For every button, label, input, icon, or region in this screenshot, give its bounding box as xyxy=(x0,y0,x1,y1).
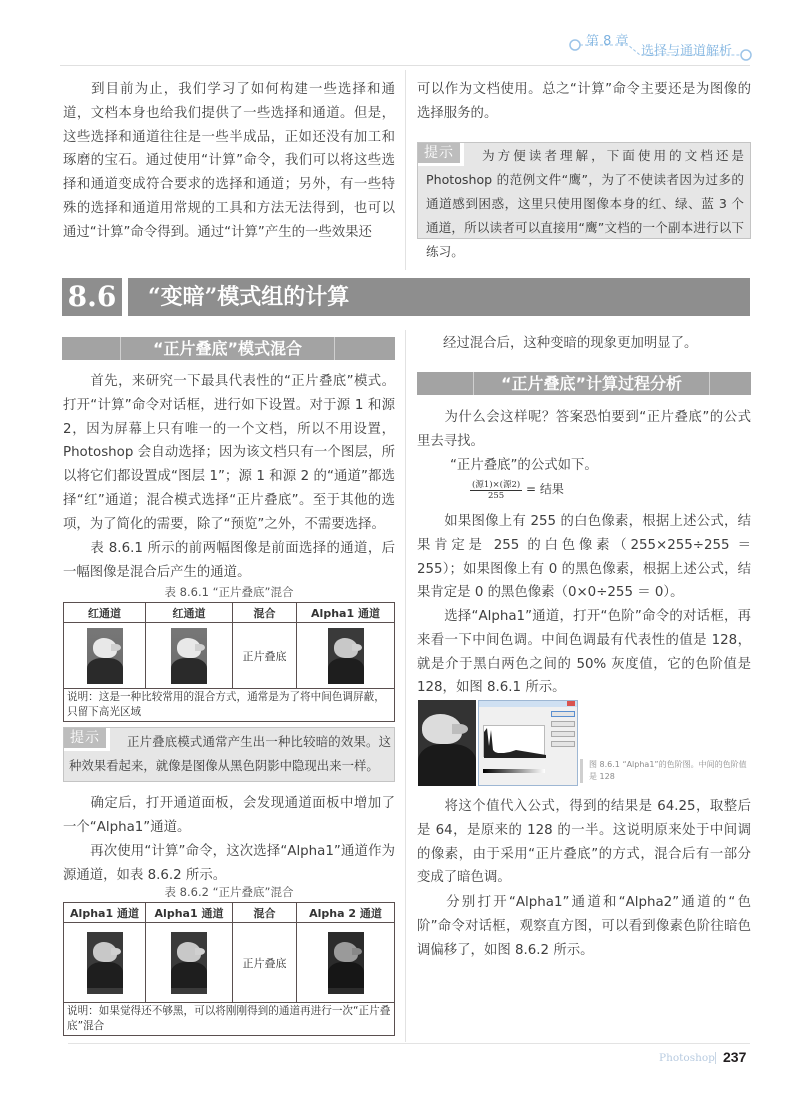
eagle-alpha1-channel-image xyxy=(87,932,123,994)
multiply-formula xyxy=(470,478,564,501)
table-header-cell: 红通道 xyxy=(64,603,146,623)
blend-mode-cell: 正片叠底 xyxy=(233,923,297,1003)
eagle-red-channel-image xyxy=(171,628,207,684)
subheading-band xyxy=(62,337,395,360)
table-1 xyxy=(63,602,395,722)
formula-numerator: (源1)×(源2) xyxy=(472,480,521,490)
section-number: 8.6 xyxy=(62,278,122,316)
right-paragraph-4: 选择“Alpha1”通道，打开“色阶”命令的对话框，再来看一下中间色调。中间色调最有代表性的值是 128，就是介于黑白两色之间的 50% 灰度值，它的色阶值是 128，如图 8.6.1 所示。 xyxy=(417,609,751,696)
tip-text: 正片叠底模式通常产生出一种比较暗的效果。这种效果看起来，就像是图像从黑色阴影中隐现出来一样。 xyxy=(69,734,391,773)
section-title: “变暗”模式组的计算 xyxy=(128,278,750,316)
column-divider xyxy=(405,330,406,1042)
intro-tip-box xyxy=(417,142,751,259)
eagle-alpha1-image xyxy=(418,700,476,786)
right-lead-paragraph: 经过混合后，这种变暗的现象更加明显了。 xyxy=(443,336,698,351)
header-divider xyxy=(60,65,750,66)
figure-caption: 图 8.6.1 “Alpha1”的色阶图。中间的色阶值是 128 xyxy=(580,759,752,783)
close-icon xyxy=(567,701,575,706)
right-paragraph-6: 分别打开“Alpha1”通道和“Alpha2”通道的“色阶”命令对话框，观察直方图，可以看到像素色阶往暗色调偏移了，如图 8.6.2 所示。 xyxy=(417,895,751,958)
figure-8-6-1 xyxy=(418,700,578,786)
footer-separator xyxy=(715,1052,716,1064)
column-divider xyxy=(405,70,406,270)
left-paragraph-2: 表 8.6.1 所示的前两幅图像是前面选择的通道，后一幅图像是混合后产生的通道。 xyxy=(63,541,395,580)
table-note: 说明：这是一种比较常用的混合方式，通常是为了将中间色调屏蔽，只留下高光区域 xyxy=(64,689,395,722)
table-header-cell: Alpha1 通道 xyxy=(146,903,233,923)
intro-right-paragraph: 可以作为文档使用。总之“计算”命令主要还是为图像的选择服务的。 xyxy=(417,82,751,121)
page-header xyxy=(0,0,800,70)
intro-left-paragraph: 到目前为止，我们学习了如何构建一些选择和通道，文档本身也给我们提供了一些选择和通道。但是，这些选择和通道往往是一些半成品，正如还没有加工和琢磨的宝石。通过使用“计算”命令，我们可以将这些选择和通道变成符合要求的选择和通道；另外，有一些特殊的选择和通道用常规的工具和方法无法得到，也可以通过“计算”命令得到。通过“计算”产生的一些效果还 xyxy=(63,82,395,240)
table-1-caption: 表 8.6.1 “正片叠底”混合 xyxy=(164,585,294,599)
right-paragraph-5: 将这个值代入公式，得到的结果是 64.25，取整后是 64，是原来的 128 的一半。这说明原来处于中间调的像素，由于采用“正片叠底”的方式，混合后有一部分变成了暗色调。 xyxy=(417,799,751,886)
right-paragraph-3: 如果图像上有 255 的白色像素，根据上述公式，结果肯定是 255 的白色像素（255×255÷255 ＝ 255）；如果图像上有 0 的黑色像素，根据上述公式，结果肯定是 0 的黑色像素（0×0÷255 ＝ 0）。 xyxy=(417,514,751,601)
section-heading xyxy=(62,278,750,316)
footer-brand: Photoshop xyxy=(659,1052,715,1064)
page-number: 237 xyxy=(723,1049,747,1065)
subheading-multiply-blend: “正片叠底”模式混合 xyxy=(152,339,303,358)
table-header-cell: 混合 xyxy=(233,603,297,623)
subheading-band xyxy=(417,372,751,395)
table-header-cell: 红通道 xyxy=(146,603,233,623)
chapter-number: 第 8 章 xyxy=(586,34,629,49)
histogram-chart xyxy=(483,725,545,757)
output-levels-gradient xyxy=(483,769,545,773)
eagle-alpha1-channel-image xyxy=(328,628,364,684)
levels-dialog-screenshot xyxy=(478,700,578,786)
chapter-title: 选择与通道解析 xyxy=(641,44,733,59)
eagle-alpha1-channel-image xyxy=(171,932,207,994)
left-paragraph-4: 再次使用“计算”命令，这次选择“Alpha1”通道作为源通道，如表 8.6.2 所示。 xyxy=(63,844,395,883)
tip-text: 为方便读者理解，下面使用的文档还是 Photoshop 的范例文件“鹰”，为了不使读者因为过多的通道感到困惑，这里只使用图像本身的红、绿、蓝 3 个通道，所以读者可以直接用“鹰”文档的一个副本进行以下练习。 xyxy=(426,148,744,259)
table-header-cell: Alpha 2 通道 xyxy=(297,903,395,923)
tip-tag: 提示 xyxy=(64,728,110,751)
histogram-icon xyxy=(484,726,546,758)
subheading-calculation-analysis: “正片叠底”计算过程分析 xyxy=(500,374,683,393)
multiply-tip-box xyxy=(63,727,395,782)
blend-mode-cell: 正片叠底 xyxy=(233,623,297,689)
footer-divider xyxy=(68,1043,750,1044)
table-header-cell: 混合 xyxy=(233,903,297,923)
right-paragraph-2: “正片叠底”的公式如下。 xyxy=(450,458,598,473)
right-paragraph-1: 为什么会这样呢？答案恐怕要到“正片叠底”的公式里去寻找。 xyxy=(417,410,751,449)
table-note: 说明：如果觉得还不够黑，可以将刚刚得到的通道再进行一次“正片叠底”混合 xyxy=(64,1003,395,1036)
tip-tag: 提示 xyxy=(418,143,464,166)
eagle-alpha2-channel-image xyxy=(328,932,364,994)
formula-denominator: 255 xyxy=(487,491,505,501)
formula-result: = 结果 xyxy=(526,482,564,496)
table-2 xyxy=(63,902,395,1036)
table-header-cell: Alpha1 通道 xyxy=(297,603,395,623)
left-paragraph-3: 确定后，打开通道面板，会发现通道面板中增加了一个“Alpha1”通道。 xyxy=(63,796,395,835)
left-paragraph-1: 首先，来研究一下最具代表性的“正片叠底”模式。打开“计算”命令对话框，进行如下设置。对于源 1 和源 2，因为屏幕上只有唯一的一个文档，所以不用设置，Photoshop 会自动选择；因为该文档只有一个图层，所以将它们都设置成“图层 1”；源 1 和源 2 的“通道”都选择“红”通道；混合模式选择“正片叠底”。至于其他的选项，为了简化的需要，除了“预览”之外，不需要选择。 xyxy=(63,374,395,532)
table-2-caption: 表 8.6.2 “正片叠底”混合 xyxy=(164,885,294,899)
table-header-cell: Alpha1 通道 xyxy=(64,903,146,923)
eagle-red-channel-image xyxy=(87,628,123,684)
